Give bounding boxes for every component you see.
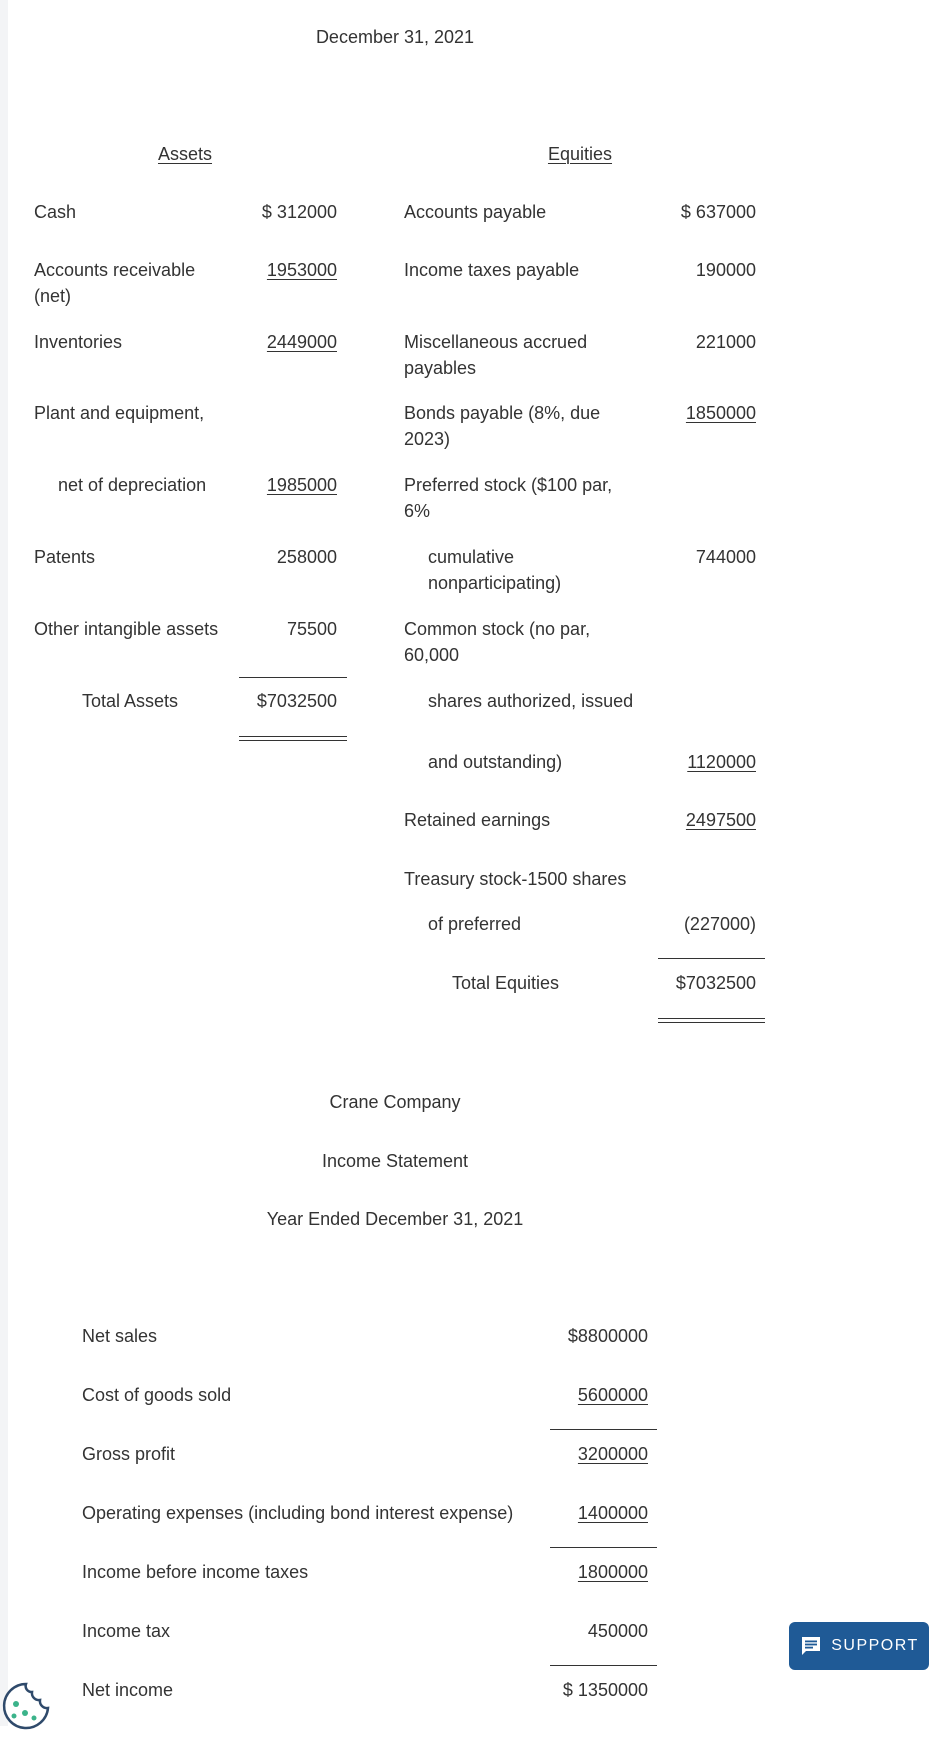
income-label: Cost of goods sold [82, 1385, 232, 1405]
statement-period: Year Ended December 31, 2021 [266, 1209, 524, 1229]
equity-value: 221000 [695, 332, 756, 352]
asset-label: Patents [34, 547, 96, 567]
support-button[interactable] [789, 1622, 929, 1670]
page-left-border [0, 0, 8, 1726]
chat-icon [799, 1634, 823, 1658]
income-value: $8800000 [567, 1326, 648, 1346]
asset-value: 75500 [286, 619, 337, 639]
equity-label: Miscellaneous accrued payables [404, 332, 588, 378]
total-double-rule [239, 736, 347, 741]
asset-label: Inventories [34, 332, 123, 352]
subtotal-rule [658, 958, 765, 959]
asset-value: 1953000 [266, 260, 337, 280]
equity-label: and outstanding) [428, 752, 563, 772]
total-assets-value: $7032500 [256, 691, 337, 711]
income-value: 450000 [587, 1621, 648, 1641]
equity-value: 1120000 [687, 752, 756, 772]
subtotal-rule [550, 1547, 657, 1548]
statement-title: Income Statement [321, 1151, 469, 1171]
equity-value: $ 637000 [680, 202, 756, 222]
asset-value: 1985000 [266, 475, 337, 495]
equity-label: Treasury stock-1500 shares [404, 869, 627, 889]
equity-label: shares authorized, issued [428, 691, 634, 711]
asset-value: 258000 [276, 547, 337, 567]
income-label: Operating expenses (including bond interest expense) [82, 1503, 514, 1523]
equity-label: Preferred stock ($100 par, 6% [404, 475, 613, 521]
balance-sheet-date: December 31, 2021 [315, 27, 475, 47]
equity-label: Bonds payable (8%, due 2023) [404, 403, 601, 449]
equity-label: Common stock (no par, 60,000 [404, 619, 591, 665]
support-label: SUPPORT [831, 1637, 919, 1654]
total-equities-label: Total Equities [452, 973, 560, 993]
subtotal-rule [239, 677, 347, 678]
asset-value: 2449000 [266, 332, 337, 352]
equity-value: 744000 [695, 547, 756, 567]
asset-label: net of depreciation [58, 475, 207, 495]
equity-value: 190000 [695, 260, 756, 280]
equity-value: 2497500 [685, 810, 756, 830]
equity-label: Retained earnings [404, 810, 551, 830]
asset-label: Plant and equipment, [34, 403, 205, 423]
equity-value: (227000) [683, 914, 756, 934]
subtotal-rule [550, 1665, 657, 1666]
income-value: 1400000 [577, 1503, 648, 1523]
asset-label: Cash [34, 202, 77, 222]
income-label: Income tax [82, 1621, 171, 1641]
income-value: 3200000 [577, 1444, 648, 1464]
income-value: 1800000 [577, 1562, 648, 1582]
equity-label: Accounts payable [404, 202, 547, 222]
total-double-rule [658, 1018, 765, 1023]
company-name: Crane Company [329, 1092, 461, 1112]
assets-header: Assets [157, 144, 213, 164]
subtotal-rule [550, 1429, 657, 1430]
asset-label: Accounts receivable (net) [34, 260, 196, 306]
net-income-label: Net income [82, 1680, 174, 1700]
total-assets-label: Total Assets [82, 691, 179, 711]
income-label: Net sales [82, 1326, 158, 1346]
equity-label: Income taxes payable [404, 260, 580, 280]
income-label: Income before income taxes [82, 1562, 309, 1582]
net-income-value: $ 1350000 [562, 1680, 648, 1700]
equity-value: 1850000 [685, 403, 756, 423]
income-label: Gross profit [82, 1444, 176, 1464]
equity-label: cumulative nonparticipating) [428, 547, 562, 593]
asset-label: Other intangible assets [34, 619, 219, 639]
asset-value: $ 312000 [261, 202, 337, 222]
equity-label: of preferred [428, 914, 522, 934]
income-value: 5600000 [577, 1385, 648, 1405]
equities-header: Equities [547, 144, 613, 164]
cookie-icon[interactable] [0, 1680, 52, 1732]
total-equities-value: $7032500 [675, 973, 756, 993]
